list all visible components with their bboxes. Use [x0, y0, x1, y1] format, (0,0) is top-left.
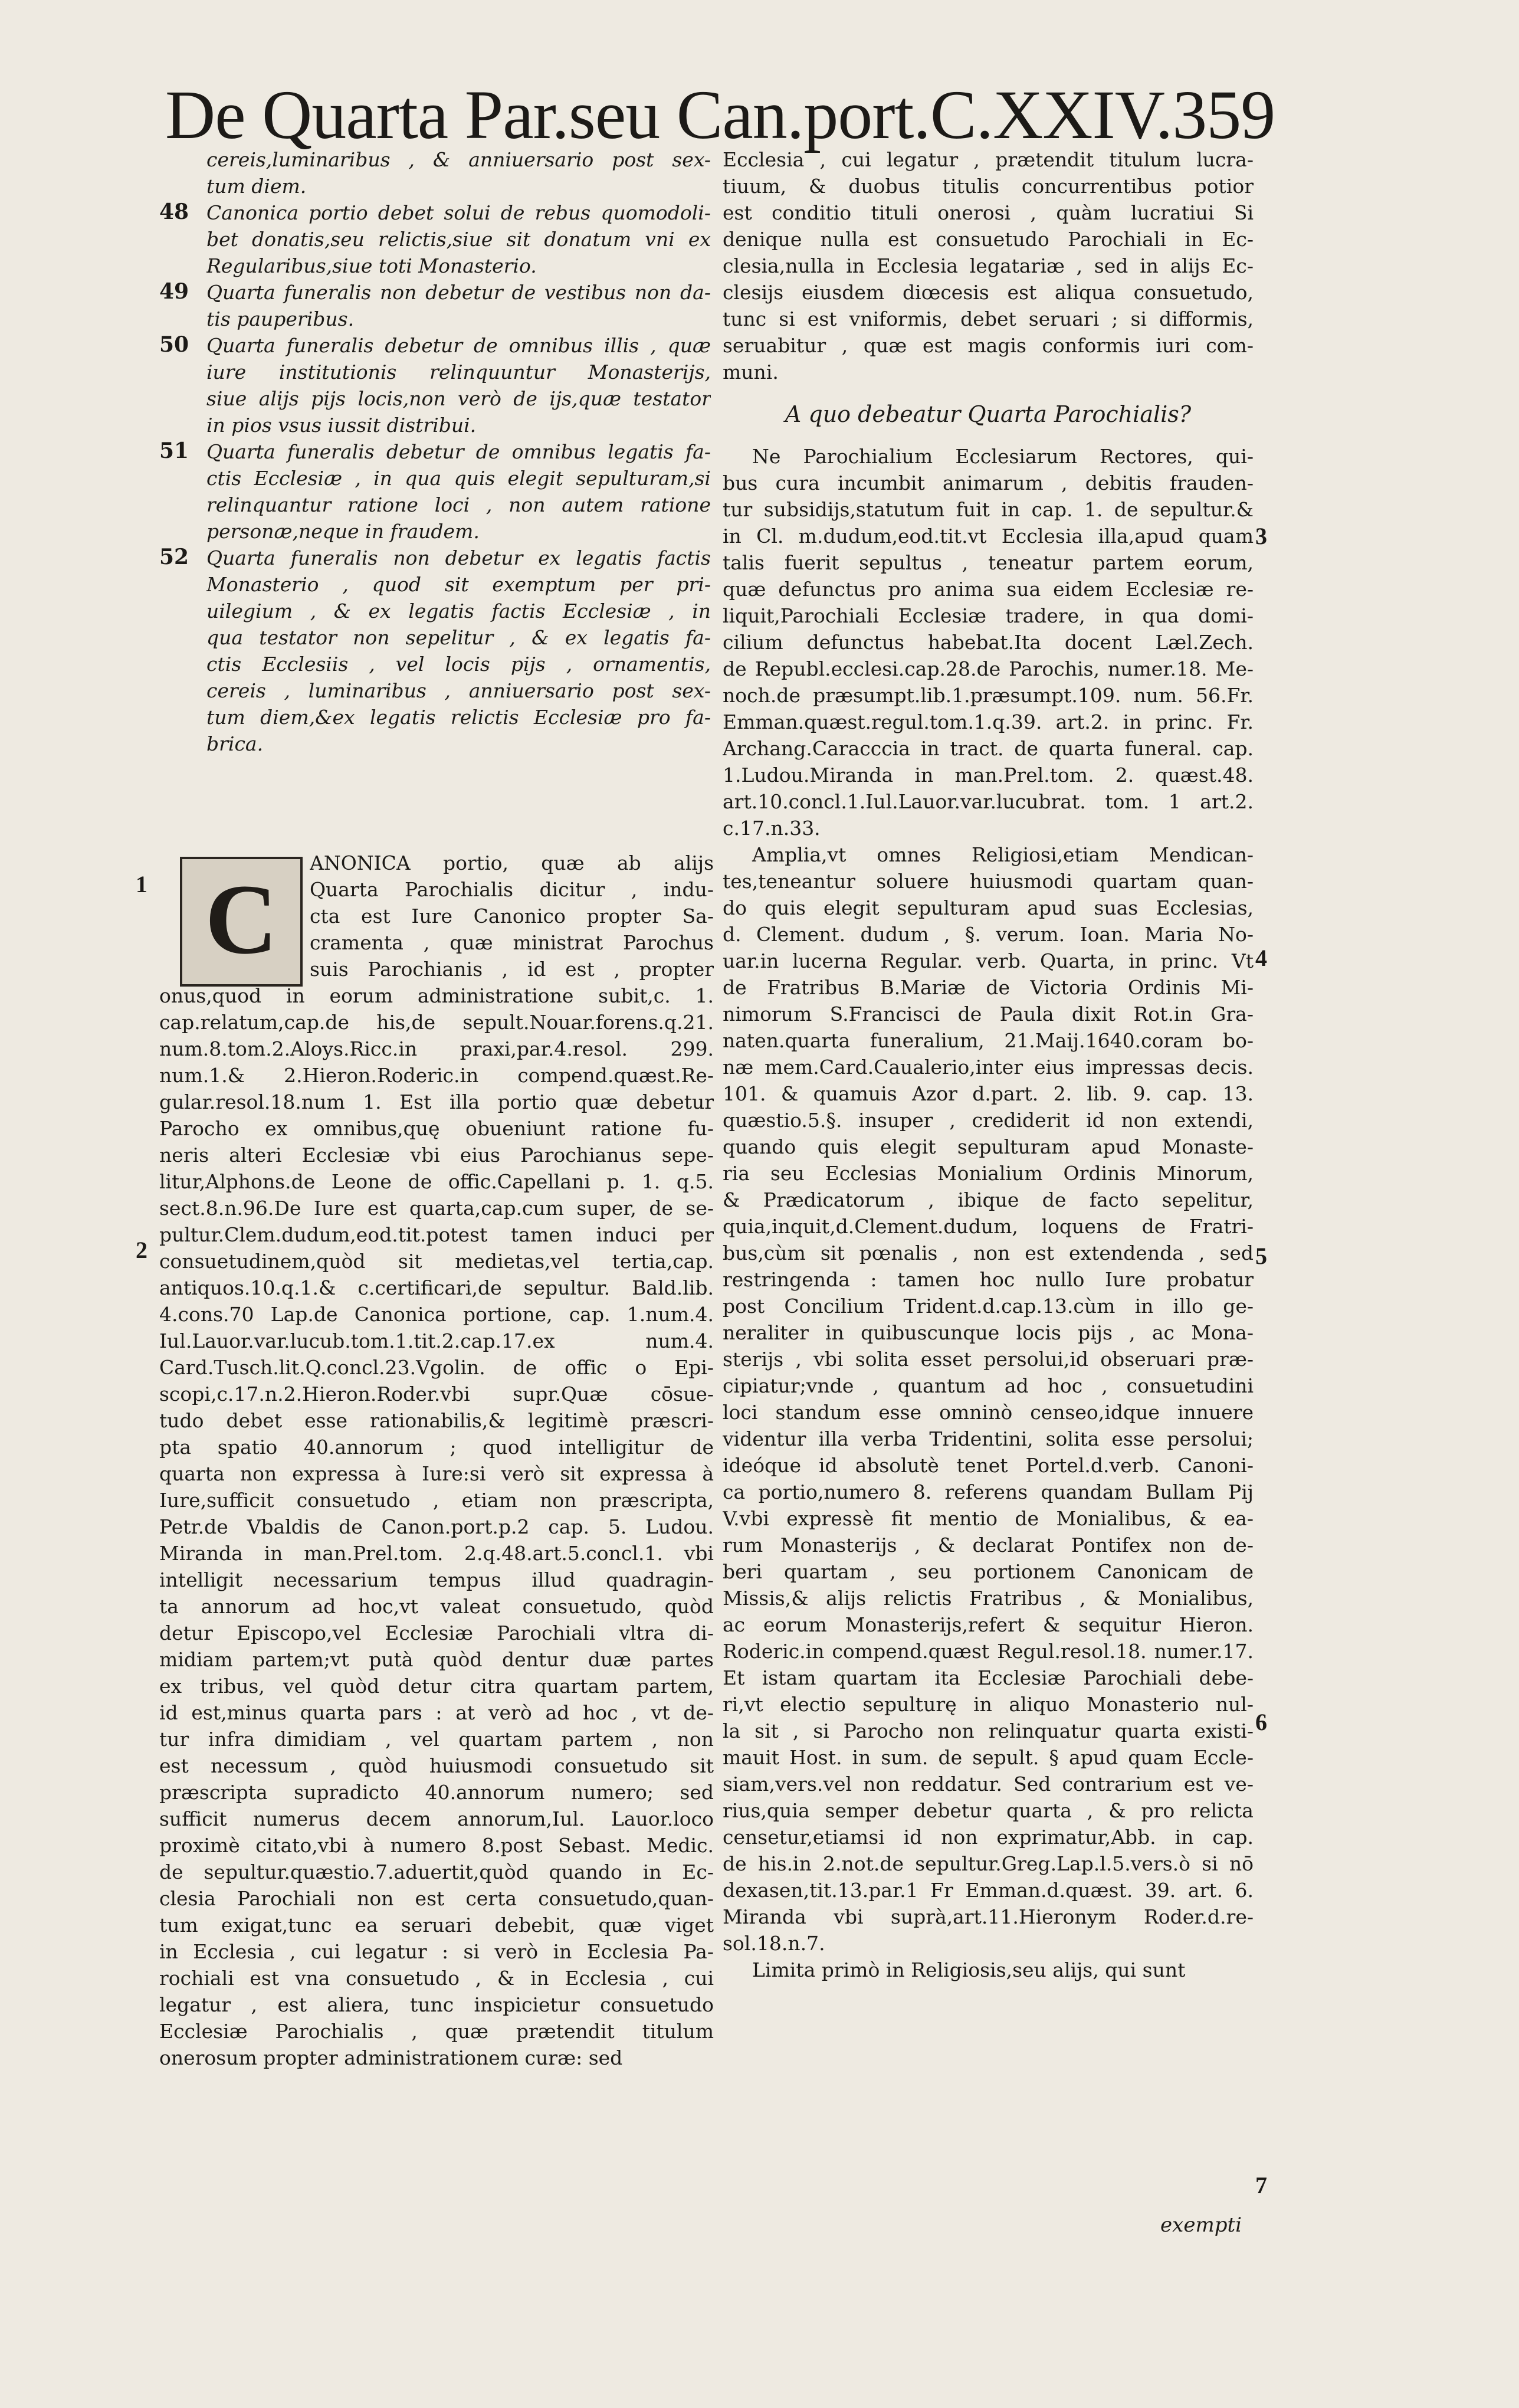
margin-number: 7 [1255, 2172, 1267, 2199]
text-line: consuetudinem,quòd sit medietas,vel tertia,cap. [159, 1250, 714, 1273]
text-line: tum diem,&ex legatis relictis Ecclesiæ pro fa- [206, 706, 711, 729]
text-line: Iure,sufficit consuetudo , etiam non præscripta, [159, 1489, 714, 1512]
text-line: liquit,Parochiali Ecclesiæ tradere, in qua domi- [723, 604, 1254, 627]
text-line: in Ecclesia , cui legatur : si verò in Ecclesia Pa- [159, 1940, 714, 1963]
text-line: beri quartam , seu portionem Canonicam de [723, 1560, 1254, 1583]
text-line: ctis Ecclesiis , vel locis pijs , ornamentis, [206, 653, 711, 676]
text-line: suis Parochianis , id est , propter [310, 958, 714, 981]
text-line: 1.Ludou.Miranda in man.Prel.tom. 2. quæst.48. [723, 764, 1254, 787]
text-line: siam,vers.vel non reddatur. Sed contrarium est ve- [723, 1773, 1254, 1796]
text-line: art.10.concl.1.Iul.Lauor.var.lucubrat. tom. 1 art.2. [723, 790, 1254, 813]
text-line: Quarta funeralis non debetur de vestibus non da- [206, 281, 711, 304]
text-line: onus,quod in eorum administratione subit,c. 1. [159, 984, 714, 1007]
initial-letter: C [205, 864, 278, 975]
rule-number: 49 [159, 279, 189, 304]
margin-number: 2 [136, 1237, 147, 1263]
text-line: num.8.tom.2.Aloys.Ricc.in praxi,par.4.resol. 299. [159, 1037, 714, 1060]
text-line: loci standum esse omninò censeo,idque innuere [723, 1401, 1254, 1424]
text-line: Limita primò in Religiosis,seu alijs, qui sunt [752, 1958, 1186, 1981]
text-line: bus,cùm sit pœnalis , non est extendenda , sed [723, 1241, 1254, 1264]
text-line: qua testator non sepelitur , & ex legatis fa- [206, 626, 711, 649]
running-head: De Quarta Par.seu Can.port.C.XXIV.359 [165, 76, 1275, 153]
text-line: antiquos.10.q.1.& c.certificari,de sepultur. Bald.lib. [159, 1276, 714, 1299]
text-line: in Cl. m.dudum,eod.tit.vt Ecclesia illa,apud quam [723, 525, 1254, 548]
text-line: sol.18.n.7. [723, 1932, 825, 1955]
text-line: detur Episcopo,vel Ecclesiæ Parochiali vltra di- [159, 1621, 714, 1644]
text-line: cramenta , quæ ministrat Parochus [310, 931, 714, 954]
text-line: iure institutionis relinquuntur Monasterijs, [206, 361, 711, 384]
text-line: est conditio tituli onerosi , quàm lucratiui Si [723, 201, 1254, 224]
text-line: denique nulla est consuetudo Parochiali in Ec- [723, 228, 1254, 251]
text-line: Missis,& alijs relictis Fratribus , & Monialibus, [723, 1587, 1254, 1610]
text-line: ri,vt electio sepulturę in aliquo Monasterio nul- [723, 1693, 1254, 1716]
text-line: Monasterio , quod sit exemptum per pri- [206, 573, 711, 596]
paragraph [723, 443, 1254, 841]
text-line: clesijs eiusdem diœcesis est aliqua consuetudo, [723, 281, 1254, 304]
text-line: pultur.Clem.dudum,eod.tit.potest tamen induci per [159, 1223, 714, 1246]
text-line: gular.resol.18.num 1. Est illa portio quæ debetur [159, 1090, 714, 1113]
text-line: 101. & quamuis Azor d.part. 2. lib. 9. cap. 13. [723, 1082, 1254, 1105]
rule-50 [159, 332, 711, 438]
text-line: Quarta funeralis non debetur ex legatis factis [206, 546, 711, 569]
text-line: Quarta funeralis debetur de omnibus illis , quæ [206, 334, 711, 357]
text-line: noch.de præsumpt.lib.1.præsumpt.109. num. 56.Fr. [723, 684, 1254, 707]
text-line: næ mem.Card.Caualerio,inter eius impressas decis. [723, 1056, 1254, 1079]
paragraph [723, 1957, 1254, 1983]
text-line: Ne Parochialium Ecclesiarum Rectores, qui- [752, 445, 1254, 468]
text-line: de sepultur.quæstio.7.aduertit,quòd quando in Ec- [159, 1860, 714, 1883]
text-line: de Fratribus B.Mariæ de Victoria Ordinis Mi- [723, 976, 1254, 999]
rules-summary [159, 146, 711, 757]
margin-number: 5 [1255, 1243, 1267, 1269]
text-line: V.vbi expressè fit mentio de Monialibus, & ea- [723, 1507, 1254, 1530]
text-line: Miranda in man.Prel.tom. 2.q.48.art.5.concl.1. vbi [159, 1542, 714, 1565]
text-line: cereis , luminaribus , anniuersario post sex- [206, 679, 711, 702]
rule-fragment [159, 146, 711, 199]
text-line: post Concilium Trident.d.cap.13.cùm in illo ge- [723, 1295, 1254, 1318]
rule-number: 51 [159, 438, 189, 463]
text-line: ctis Ecclesiæ , in qua quis elegit sepulturam,si [206, 467, 711, 490]
text-line: Card.Tusch.lit.Q.concl.23.Vgolin. de offic o Epi- [159, 1356, 714, 1379]
text-line: la sit , si Parocho non relinquatur quarta existi- [723, 1719, 1254, 1742]
text-line: quando quis elegit sepulturam apud Monaste- [723, 1135, 1254, 1158]
text-line: cipiatur;vnde , quantum ad hoc , consuetudini [723, 1374, 1254, 1397]
text-line: tum exigat,tunc ea seruari debebit, quæ viget [159, 1914, 714, 1937]
text-line: personæ,neque in fraudem. [206, 520, 480, 543]
text-line: onerosum propter administrationem curæ: sed [159, 2046, 623, 2069]
rule-number: 50 [159, 332, 189, 357]
text-line: Petr.de Vbaldis de Canon.port.p.2 cap. 5. Ludou. [159, 1515, 714, 1538]
text-line: restringenda : tamen hoc nullo Iure probatur [723, 1268, 1254, 1291]
text-line: relinquantur ratione loci , non autem ratione [206, 493, 711, 516]
text-line: num.1.& 2.Hieron.Roderic.in compend.quæst.Re- [159, 1064, 714, 1087]
text-line: bus cura incumbit animarum , debitis frauden- [723, 471, 1254, 494]
text-line: cilium defunctus habebat.Ita docent Læl.Zech. [723, 631, 1254, 654]
text-line: rochiali est vna consuetudo , & in Ecclesia , cui [159, 1967, 714, 1990]
text-line: Quarta funeralis debetur de omnibus legatis fa- [206, 440, 711, 463]
text-line: nimorum S.Francisci de Paula dixit Rot.in Gra- [723, 1002, 1254, 1026]
text-line: Iul.Lauor.var.lucub.tom.1.tit.2.cap.17.ex num.4. [159, 1329, 714, 1352]
paragraph [723, 841, 1254, 1957]
text-line: talis fuerit sepultus , teneatur partem eorum, [723, 551, 1254, 574]
text-line: quæstio.5.§. insuper , crediderit id non extendi, [723, 1109, 1254, 1132]
text-line: in pios vsus iussit distribui. [206, 414, 477, 437]
text-line: Miranda vbi suprà,art.11.Hieronym Roder.d.re- [723, 1905, 1254, 1928]
text-line: de Republ.ecclesi.cap.28.de Parochis, numer.18. Me- [723, 657, 1254, 680]
text-line: seruabitur , quæ est magis conformis iuri com- [723, 334, 1254, 357]
text-line: quarta non expressa à Iure:si verò sit expressa à [159, 1462, 714, 1485]
left-column-body [159, 850, 714, 2071]
text-line: rius,quia semper debetur quarta , & pro relicta [723, 1799, 1254, 1822]
right-column [723, 146, 1254, 1983]
text-line: scopi,c.17.n.2.Hieron.Roder.vbi supr.Quæ cōsue- [159, 1382, 714, 1406]
text-line: præscripta supradicto 40.annorum numero; sed [159, 1781, 714, 1804]
text-line: Ecclesiæ Parochialis , quæ prætendit titulum [159, 2020, 714, 2043]
text-line: Quarta Parochialis dicitur , indu- [310, 878, 714, 901]
margin-number: 4 [1255, 945, 1267, 971]
text-line: Roderic.in compend.quæst Regul.resol.18. numer.17. [723, 1640, 1254, 1663]
text-line: neris alteri Ecclesiæ vbi eius Parochianus sepe- [159, 1144, 714, 1167]
text-line: sufficit numerus decem annorum,Iul. Lauor.loco [159, 1807, 714, 1830]
text-line: naten.quarta funeralium, 21.Maij.1640.coram bo- [723, 1029, 1254, 1052]
text-line: Archang.Caracccia in tract. de quarta funeral. cap. [723, 737, 1254, 760]
text-line: clesia Parochiali non est certa consuetudo,quan- [159, 1887, 714, 1910]
text-line: tur subsidijs,statutum fuit in cap. 1. de sepultur.& [723, 498, 1254, 521]
text-line: neraliter in quibuscunque locis pijs , ac Mona- [723, 1321, 1254, 1344]
rule-51 [159, 438, 711, 545]
text-line: tunc si est vniformis, debet seruari ; si difformis, [723, 307, 1254, 330]
rule-49 [159, 279, 711, 332]
text-line: intelligit necessarium tempus illud quadragin- [159, 1568, 714, 1591]
text-line: id est,minus quarta pars : at verò ad hoc , vt de- [159, 1701, 714, 1724]
rule-48 [159, 199, 711, 279]
text-line: dexasen,tit.13.par.1 Fr Emman.d.quæst. 39. art. 6. [723, 1879, 1254, 1902]
rule-52 [159, 545, 711, 757]
rule-number: 52 [159, 545, 189, 569]
text-line: Regularibus,siue toti Monasterio. [206, 254, 537, 277]
text-line: de his.in 2.not.de sepultur.Greg.Lap.l.5.vers.ò si nō [723, 1852, 1254, 1875]
text-line: ideóque id absolutè tenet Portel.d.verb. Canoni- [723, 1454, 1254, 1477]
text-line: Amplia,vt omnes Religiosi,etiam Mendican- [752, 843, 1254, 866]
text-line: midiam partem;vt putà quòd dentur duæ partes [159, 1648, 714, 1671]
right-top-text [723, 146, 1254, 385]
text-line: mauit Host. in sum. de sepult. § apud quam Eccle- [723, 1746, 1254, 1769]
text-line: uar.in lucerna Regular. verb. Quarta, in princ. Vt [723, 949, 1254, 972]
text-line: Ecclesia , cui legatur , prætendit titulum lucra- [723, 148, 1254, 171]
text-line: cereis,luminaribus , & anniuersario post sex- [206, 148, 711, 171]
text-line: proximè citato,vbi à numero 8.post Sebast. Medic. [159, 1834, 714, 1857]
section-heading: A quo debeatur Quarta Parochialis? [785, 401, 1192, 427]
text-line: pta spatio 40.annorum ; quod intelligitur de [159, 1436, 714, 1459]
text-line: & Prædicatorum , ibique de facto sepelitur, [723, 1188, 1254, 1211]
text-line: brica. [206, 732, 264, 755]
text-line: censetur,etiamsi id non exprimatur,Abb. in cap. [723, 1826, 1254, 1849]
text-line: c.17.n.33. [723, 817, 821, 840]
text-line: quæ defunctus pro anima sua eidem Ecclesiæ re- [723, 578, 1254, 601]
text-line: litur,Alphons.de Leone de offic.Capellani p. 1. q.5. [159, 1170, 714, 1193]
text-line: uilegium , & ex legatis factis Ecclesiæ , in [206, 599, 711, 623]
text-line: ta annorum ad hoc,vt valeat consuetudo, quòd [159, 1595, 714, 1618]
text-line: quia,inquit,d.Clement.dudum, loquens de Fratri- [723, 1215, 1254, 1238]
text-line: tes,teneantur soluere huiusmodi quartam quan- [723, 870, 1254, 893]
margin-number: 3 [1255, 523, 1267, 549]
text-line: sterijs , vbi solita esset persolui,id obseruari præ- [723, 1348, 1254, 1371]
text-line: bet donatis,seu relictis,siue sit donatum vni ex [206, 228, 711, 251]
text-line: est necessum , quòd huiusmodi consuetudo sit [159, 1754, 714, 1777]
text-line: cta est Iure Canonico propter Sa- [310, 905, 714, 928]
margin-number: 1 [136, 871, 147, 897]
text-line: legatur , est aliera, tunc inspicietur consuetudo [159, 1993, 714, 2016]
text-line: cap.relatum,cap.de his,de sepult.Nouar.forens.q.21. [159, 1011, 714, 1034]
text-line: siue alijs pijs locis,non verò de ijs,quæ testator [206, 387, 711, 410]
text-line: muni. [723, 361, 779, 384]
text-line: ca portio,numero 8. referens quandam Bullam Pij [723, 1480, 1254, 1503]
text-line: 4.cons.70 Lap.de Canonica portione, cap. 1.num.4. [159, 1303, 714, 1326]
text-line: d. Clement. dudum , §. verum. Ioan. Maria No- [723, 923, 1254, 946]
text-line: videntur illa verba Tridentini, solita esse persolui; [723, 1427, 1254, 1450]
text-line: ANONICA portio, quæ ab alijs [310, 851, 714, 874]
rule-number: 48 [159, 199, 189, 224]
text-line: ex tribus, vel quòd detur citra quartam partem, [159, 1675, 714, 1698]
text-line: clesia,nulla in Ecclesia legatariæ , sed in alijs Ec- [723, 254, 1254, 277]
text-line: tis pauperibus. [206, 307, 355, 330]
text-line: tiuum, & duobus titulis concurrentibus potior [723, 175, 1254, 198]
catchword: exempti [1160, 2213, 1242, 2237]
text-line: rum Monasterijs , & declarat Pontifex non de- [723, 1534, 1254, 1557]
text-line: tudo debet esse rationabilis,& legitimè præscri- [159, 1409, 714, 1432]
text-line: tur infra dimidiam , vel quartam partem , non [159, 1728, 714, 1751]
text-line: Et istam quartam ita Ecclesiæ Parochiali debe- [723, 1666, 1254, 1689]
text-line: Canonica portio debet solui de rebus quomodoli- [206, 201, 711, 224]
text-line: do quis elegit sepulturam apud suas Ecclesias, [723, 896, 1254, 919]
text-line: ria seu Ecclesias Monialium Ordinis Minorum, [723, 1162, 1254, 1185]
text-line: Parocho ex omnibus,quę obueniunt ratione fu- [159, 1117, 714, 1140]
margin-number: 6 [1255, 1709, 1267, 1735]
text-line: Emman.quæst.regul.tom.1.q.39. art.2. in princ. Fr. [723, 710, 1254, 733]
text-line: ac eorum Monasterijs,refert & sequitur Hieron. [723, 1613, 1254, 1636]
text-line: sect.8.n.96.De Iure est quarta,cap.cum super, de se- [159, 1197, 714, 1220]
text-line: tum diem. [206, 175, 307, 198]
